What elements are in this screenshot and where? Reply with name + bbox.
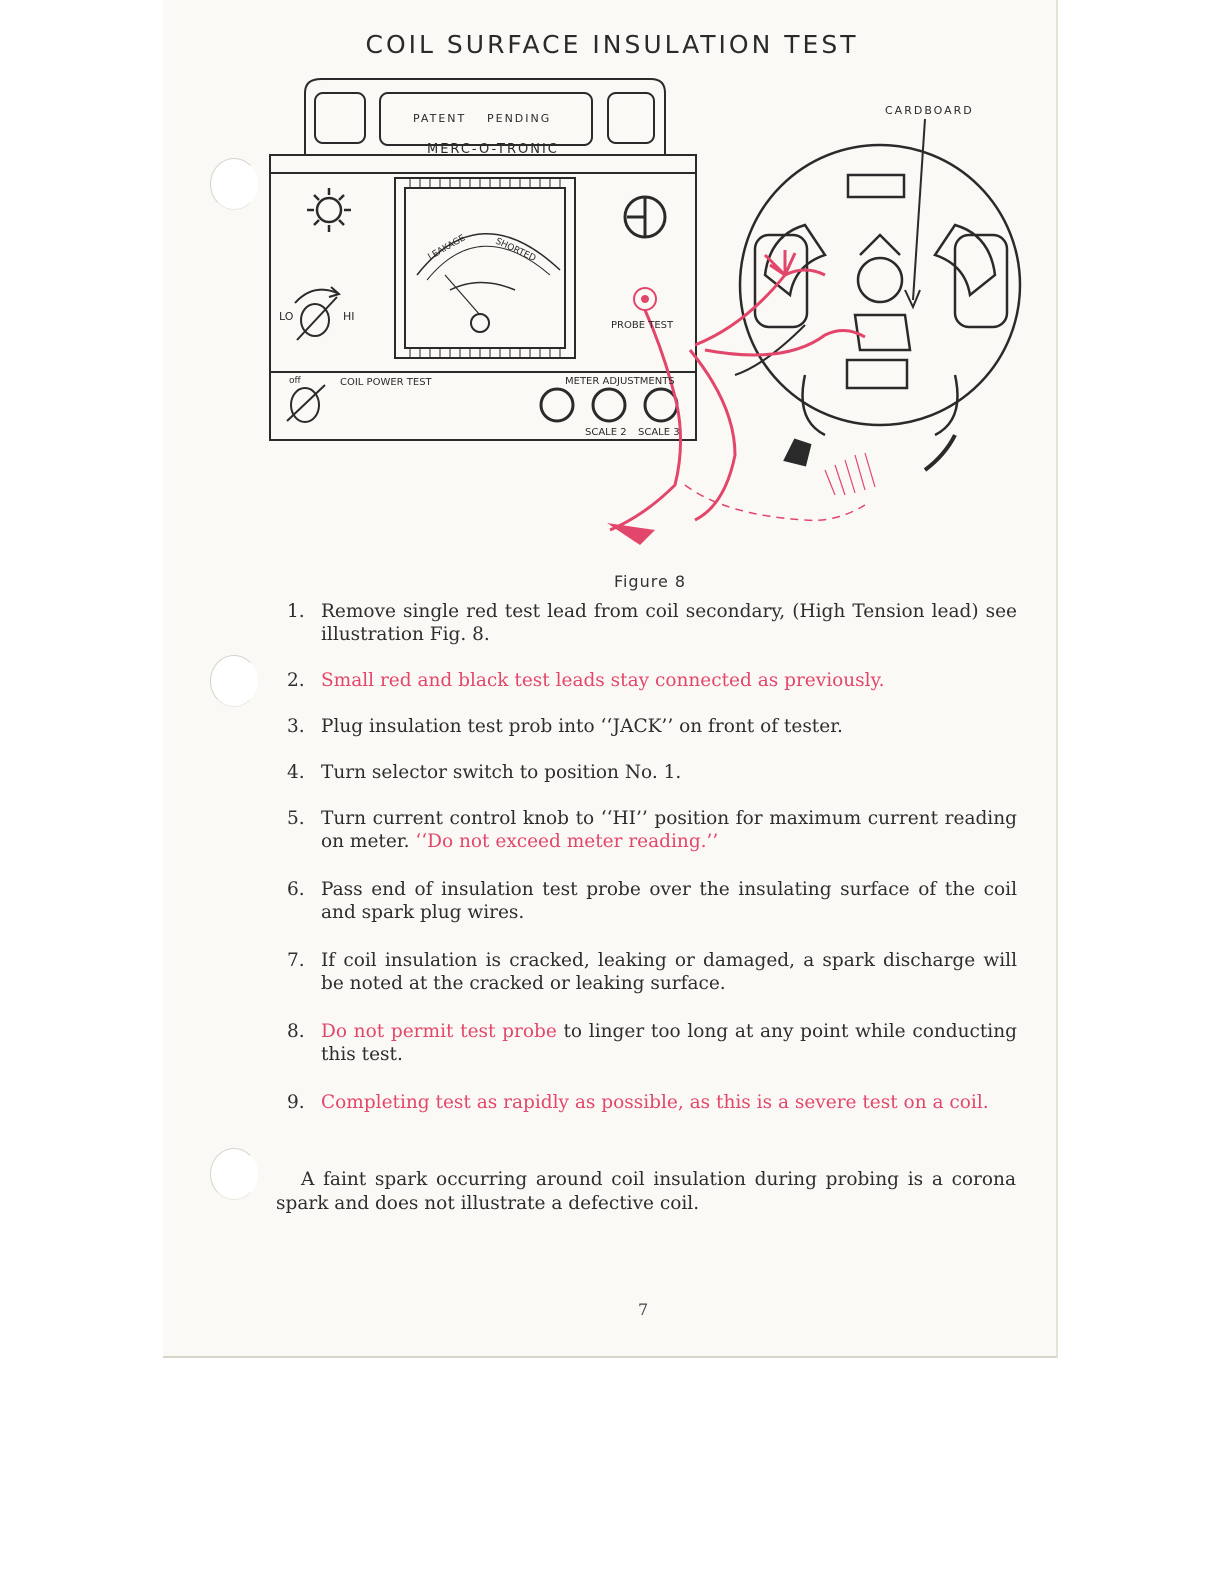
instruction-list [287,600,1017,1114]
coil-flywheel-drawing [735,145,1020,470]
binder-hole [210,1148,258,1200]
figure-8-illustration [265,75,1025,560]
step-item: 2. Small red and black test leads stay connected as previously. [287,670,885,691]
probe-tip [607,523,655,545]
off-label: off [289,376,301,386]
step-item: 8. Do not permit test probe to linger too long at any point while conducting this test. [287,1021,1017,1065]
page-number: 7 [638,1300,649,1319]
spark-lines [825,453,875,495]
pending-label: PENDING [487,112,552,125]
hi-label: HI [343,310,355,323]
step-item: 9. Completing test as rapidly as possible, as this is a severe test on a coil. [287,1092,989,1113]
cardboard-label: CARDBOARD [885,104,974,117]
step-item: 6. Pass end of insulation test probe over the insulating surface of the coil and spark plug wires. [287,879,1017,923]
shorted-label: SHORTED [493,236,538,265]
binder-hole [210,158,258,210]
step-item: 1. Remove single red test lead from coil secondary, (High Tension lead) see illustration Fig. 8. [287,601,1017,645]
meter-adjust-knob-3 [645,389,677,421]
brand-label: MERC-O-TRONIC [427,142,559,157]
corona-note: A faint spark occurring around coil insulation during probing is a corona spark and does not illustrate a defective coil. [276,1169,1016,1214]
red-test-leads [610,250,865,530]
scale3-label: SCALE 3 [638,427,680,438]
figure-caption: Figure 8 [613,572,687,591]
patent-label: PATENT [413,112,467,125]
cardboard-pointer [913,119,925,300]
probe-test-label: PROBE TEST [611,320,674,331]
page-title: COIL SURFACE INSULATION TEST [365,30,859,59]
lo-label: LO [279,310,294,323]
step-item: 3. Plug insulation test prob into ‘‘JACK’’ on front of tester. [287,716,843,737]
step-item: 7. If coil insulation is cracked, leaking or damaged, a spark discharge will be noted at the cracked or leaking surface. [287,950,1017,994]
leakage-label: LEAKAGE [426,233,468,263]
step-item: 4. Turn selector switch to position No. 1. [287,762,682,783]
step-item: 5. Turn current control knob to ‘‘HI’’ position for maximum current reading on meter. ‘‘Do not exceed meter reading.’’ [287,808,1017,852]
meter-adjustments-label: METER ADJUSTMENTS [565,376,675,387]
binder-hole [210,655,258,707]
scale2-label: SCALE 2 [585,427,627,438]
coil-power-test-label: COIL POWER TEST [340,377,432,388]
